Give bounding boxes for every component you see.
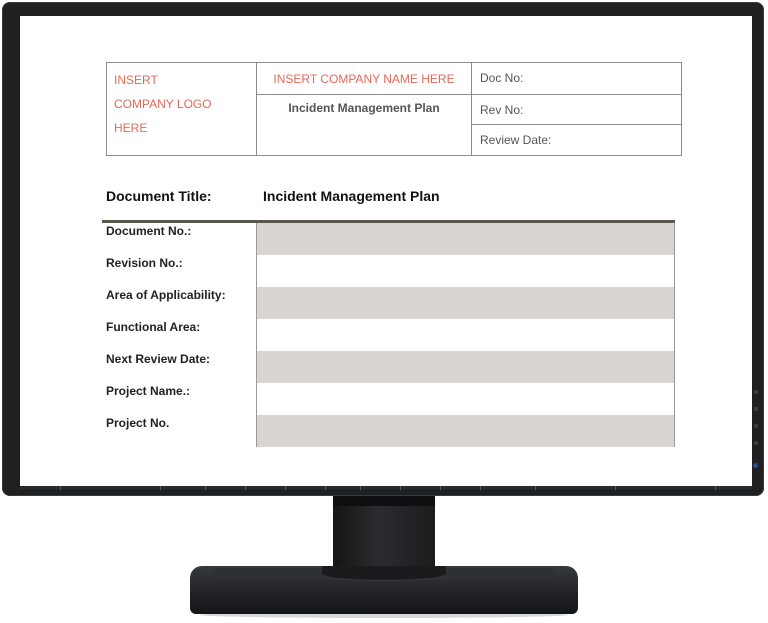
- review-date-label: Review Date:: [480, 133, 552, 147]
- logo-line-1: INSERT: [114, 73, 158, 87]
- document-title-value: Incident Management Plan: [263, 188, 440, 204]
- power-led-icon[interactable]: [753, 463, 758, 468]
- monitor-side-button[interactable]: [754, 390, 758, 394]
- bezel-tick: [360, 486, 361, 490]
- bezel-tick: [615, 486, 616, 490]
- field-value-project-no[interactable]: [256, 415, 675, 447]
- field-label: Project Name.:: [106, 384, 191, 398]
- logo-line-3: HERE: [114, 121, 148, 135]
- bezel-tick: [535, 486, 536, 490]
- bezel-tick: [480, 486, 481, 490]
- logo-line-2: COMPANY LOGO: [114, 97, 212, 111]
- stand-neck-shadow: [333, 496, 435, 506]
- field-value-area-of-applicability[interactable]: [256, 287, 675, 319]
- monitor-side-button[interactable]: [754, 441, 758, 445]
- field-label: Functional Area:: [106, 320, 201, 334]
- monitor-side-button[interactable]: [754, 424, 758, 428]
- plan-name: Incident Management Plan: [288, 101, 440, 115]
- field-row-functional-area: [102, 319, 675, 351]
- bezel-tick: [205, 486, 206, 490]
- plan-name-cell: [257, 95, 472, 155]
- field-value-project-name[interactable]: [256, 383, 675, 415]
- field-label: Next Review Date:: [106, 352, 211, 366]
- monitor-screen: [20, 16, 752, 486]
- field-label: Project No.: [106, 416, 170, 430]
- field-row-next-review-date: [102, 351, 675, 383]
- field-value-next-review-date[interactable]: [256, 351, 675, 383]
- bezel-tick: [160, 486, 161, 490]
- field-label: Document No.:: [106, 224, 192, 238]
- field-row-area-of-applicability: [102, 287, 675, 319]
- field-value-document-no[interactable]: [256, 223, 675, 255]
- bezel-tick: [285, 486, 286, 490]
- field-label: Area of Applicability:: [106, 288, 226, 302]
- doc-no-label: Doc No:: [472, 63, 681, 95]
- company-name-cell: [257, 63, 472, 95]
- bezel-tick: [715, 486, 716, 490]
- document-header-table: [106, 62, 682, 156]
- field-row-project-no: [102, 415, 675, 447]
- company-name-placeholder: INSERT COMPANY NAME HERE: [273, 72, 455, 86]
- field-label: Revision No.:: [106, 256, 183, 270]
- field-value-functional-area[interactable]: [256, 319, 675, 351]
- bezel-tick: [325, 486, 326, 490]
- bezel-tick: [440, 486, 441, 490]
- field-row-document-no: [102, 223, 675, 255]
- monitor-side-button[interactable]: [754, 407, 758, 411]
- screen-bottom-strip: [20, 486, 752, 489]
- document-title-label: Document Title:: [106, 188, 212, 204]
- stand-ring: [322, 566, 446, 581]
- field-row-revision-no: [102, 255, 675, 287]
- field-value-revision-no[interactable]: [256, 255, 675, 287]
- monitor-stand-neck: [333, 496, 435, 576]
- rev-no-label: Rev No:: [472, 95, 681, 125]
- bezel-tick: [60, 486, 61, 490]
- bezel-tick: [245, 486, 246, 490]
- bezel-tick: [400, 486, 401, 490]
- field-row-project-name: [102, 383, 675, 415]
- company-logo-placeholder: [107, 63, 257, 155]
